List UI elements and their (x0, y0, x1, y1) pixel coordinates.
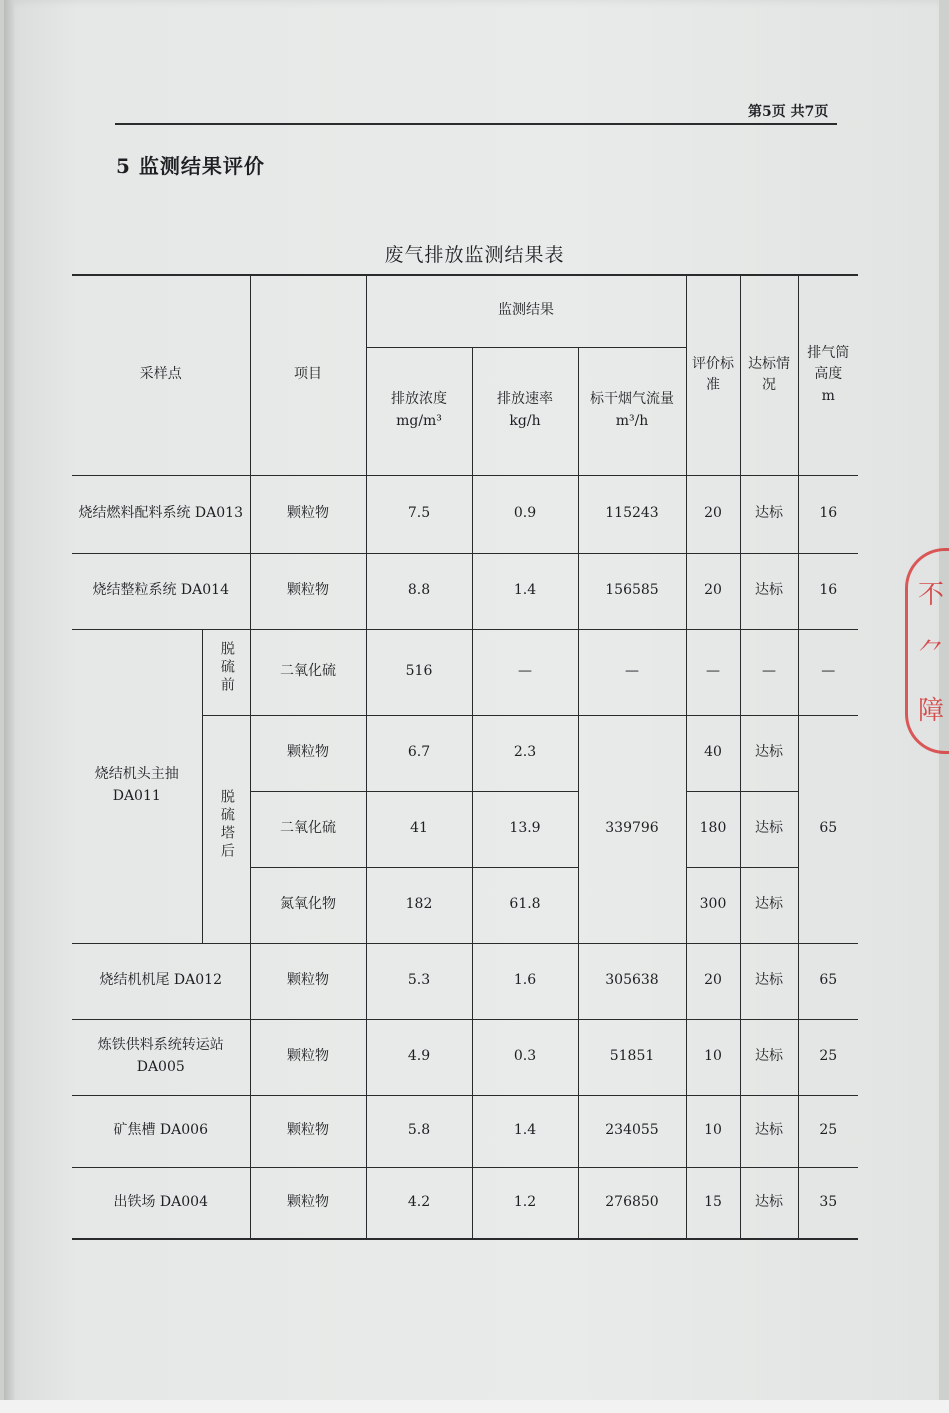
table-row (72, 1019, 858, 1095)
item-cell: 颗粒物 (250, 475, 366, 553)
flow-cell: 156585 (578, 553, 686, 629)
header-concentration (366, 347, 472, 475)
standard-cell: 10 (686, 1095, 740, 1167)
rate-cell: 13.9 (472, 791, 578, 867)
stack-height-cell: 25 (798, 1095, 858, 1167)
standard-cell: 15 (686, 1167, 740, 1239)
status-cell: 达标 (740, 867, 798, 943)
table-row (72, 553, 858, 629)
flow-cell: 305638 (578, 943, 686, 1019)
stage-label-pre (202, 629, 250, 715)
rate-cell: — (472, 629, 578, 715)
page-binding-edge (4, 0, 14, 1413)
item-cell: 颗粒物 (250, 1167, 366, 1239)
item-cell: 颗粒物 (250, 943, 366, 1019)
item-cell: 颗粒物 (250, 1019, 366, 1095)
table-row (72, 1167, 858, 1239)
status-cell: 达标 (740, 1167, 798, 1239)
flow-cell: — (578, 629, 686, 715)
item-cell: 颗粒物 (250, 553, 366, 629)
section-title: 5 监测结果评价 (116, 154, 265, 178)
rate-cell: 1.4 (472, 1095, 578, 1167)
stack-height-cell: 16 (798, 553, 858, 629)
header-status: 达标情况 (740, 275, 798, 475)
concentration-cell: 182 (366, 867, 472, 943)
header-concentration-label: 排放浓度 (391, 391, 447, 408)
header-concentration-unit: mg/m³ (396, 413, 442, 429)
standard-cell: 40 (686, 715, 740, 791)
header-sample-point: 采样点 (72, 275, 250, 475)
concentration-cell: 516 (366, 629, 472, 715)
stack-height-cell: 16 (798, 475, 858, 553)
header-stack-height-label: 排气筒高度 (807, 344, 850, 383)
status-cell: 达标 (740, 553, 798, 629)
sample-point-cell: 烧结整粒系统 DA014 (72, 553, 250, 629)
concentration-cell: 5.8 (366, 1095, 472, 1167)
concentration-cell: 41 (366, 791, 472, 867)
item-cell: 二氧化硫 (250, 791, 366, 867)
rate-cell: 1.6 (472, 943, 578, 1019)
standard-cell: 10 (686, 1019, 740, 1095)
table-title: 废气排放监测结果表 (384, 244, 565, 266)
standard-cell: 180 (686, 791, 740, 867)
header-standard: 评价标准 (686, 275, 740, 475)
standard-cell: — (686, 629, 740, 715)
status-cell: 达标 (740, 1019, 798, 1095)
stage-label-pre-text: 脱硫前 (218, 641, 235, 696)
flow-cell: 339796 (578, 715, 686, 943)
stack-height-cell: — (798, 629, 858, 715)
rate-cell: 1.2 (472, 1167, 578, 1239)
header-rate (472, 347, 578, 475)
concentration-cell: 4.2 (366, 1167, 472, 1239)
header-rate-label: 排放速率 (497, 391, 553, 408)
concentration-cell: 8.8 (366, 553, 472, 629)
header-flow-label: 标干烟气流量 (590, 391, 674, 408)
status-cell: 达标 (740, 715, 798, 791)
stack-height-cell: 35 (798, 1167, 858, 1239)
scan-bottom-edge (0, 1400, 949, 1413)
item-cell: 颗粒物 (250, 715, 366, 791)
sample-point-cell: 烧结机头主抽 DA011 (72, 629, 202, 943)
table-row (72, 1095, 858, 1167)
red-seal-stamp-text: 不 ⺈ 障 (917, 580, 944, 726)
rate-cell: 0.3 (472, 1019, 578, 1095)
stage-label-post (202, 715, 250, 943)
rate-cell: 0.9 (472, 475, 578, 553)
rate-cell: 2.3 (472, 715, 578, 791)
status-cell: 达标 (740, 475, 798, 553)
sample-point-cell: 烧结燃料配料系统 DA013 (72, 475, 250, 553)
flow-cell: 51851 (578, 1019, 686, 1095)
standard-cell: 20 (686, 475, 740, 553)
emission-results-table (72, 274, 858, 1240)
table-row (72, 943, 858, 1019)
standard-cell: 20 (686, 943, 740, 1019)
rate-cell: 61.8 (472, 867, 578, 943)
rate-cell: 1.4 (472, 553, 578, 629)
flow-cell: 234055 (578, 1095, 686, 1167)
flow-cell: 276850 (578, 1167, 686, 1239)
header-row (72, 275, 858, 347)
stage-label-post-text: 脱硫塔后 (218, 789, 235, 862)
header-results-group: 监测结果 (366, 275, 686, 347)
header-rule (115, 123, 837, 125)
status-cell: 达标 (740, 791, 798, 867)
concentration-cell: 7.5 (366, 475, 472, 553)
concentration-cell: 6.7 (366, 715, 472, 791)
sample-point-cell: 炼铁供料系统转运站 DA005 (72, 1019, 250, 1095)
standard-cell: 20 (686, 553, 740, 629)
sample-point-cell: 矿焦槽 DA006 (72, 1095, 250, 1167)
header-rate-unit: kg/h (509, 413, 541, 429)
item-cell: 颗粒物 (250, 1095, 366, 1167)
flow-cell: 115243 (578, 475, 686, 553)
table-row (72, 629, 858, 715)
stack-height-cell: 25 (798, 1019, 858, 1095)
table-row (72, 475, 858, 553)
header-item: 项目 (250, 275, 366, 475)
status-cell: 达标 (740, 1095, 798, 1167)
stack-height-cell: 65 (798, 943, 858, 1019)
item-cell: 氮氧化物 (250, 867, 366, 943)
concentration-cell: 4.9 (366, 1019, 472, 1095)
header-flow (578, 347, 686, 475)
header-stack-height (798, 275, 858, 475)
header-flow-unit: m³/h (615, 413, 649, 429)
header-stack-height-unit: m (821, 388, 835, 405)
page-number: 第5页 共7页 (748, 104, 829, 120)
sample-point-cell: 烧结机机尾 DA012 (72, 943, 250, 1019)
sample-point-cell: 出铁场 DA004 (72, 1167, 250, 1239)
item-cell: 二氧化硫 (250, 629, 366, 715)
standard-cell: 300 (686, 867, 740, 943)
status-cell: 达标 (740, 943, 798, 1019)
concentration-cell: 5.3 (366, 943, 472, 1019)
status-cell: — (740, 629, 798, 715)
stack-height-cell: 65 (798, 715, 858, 943)
